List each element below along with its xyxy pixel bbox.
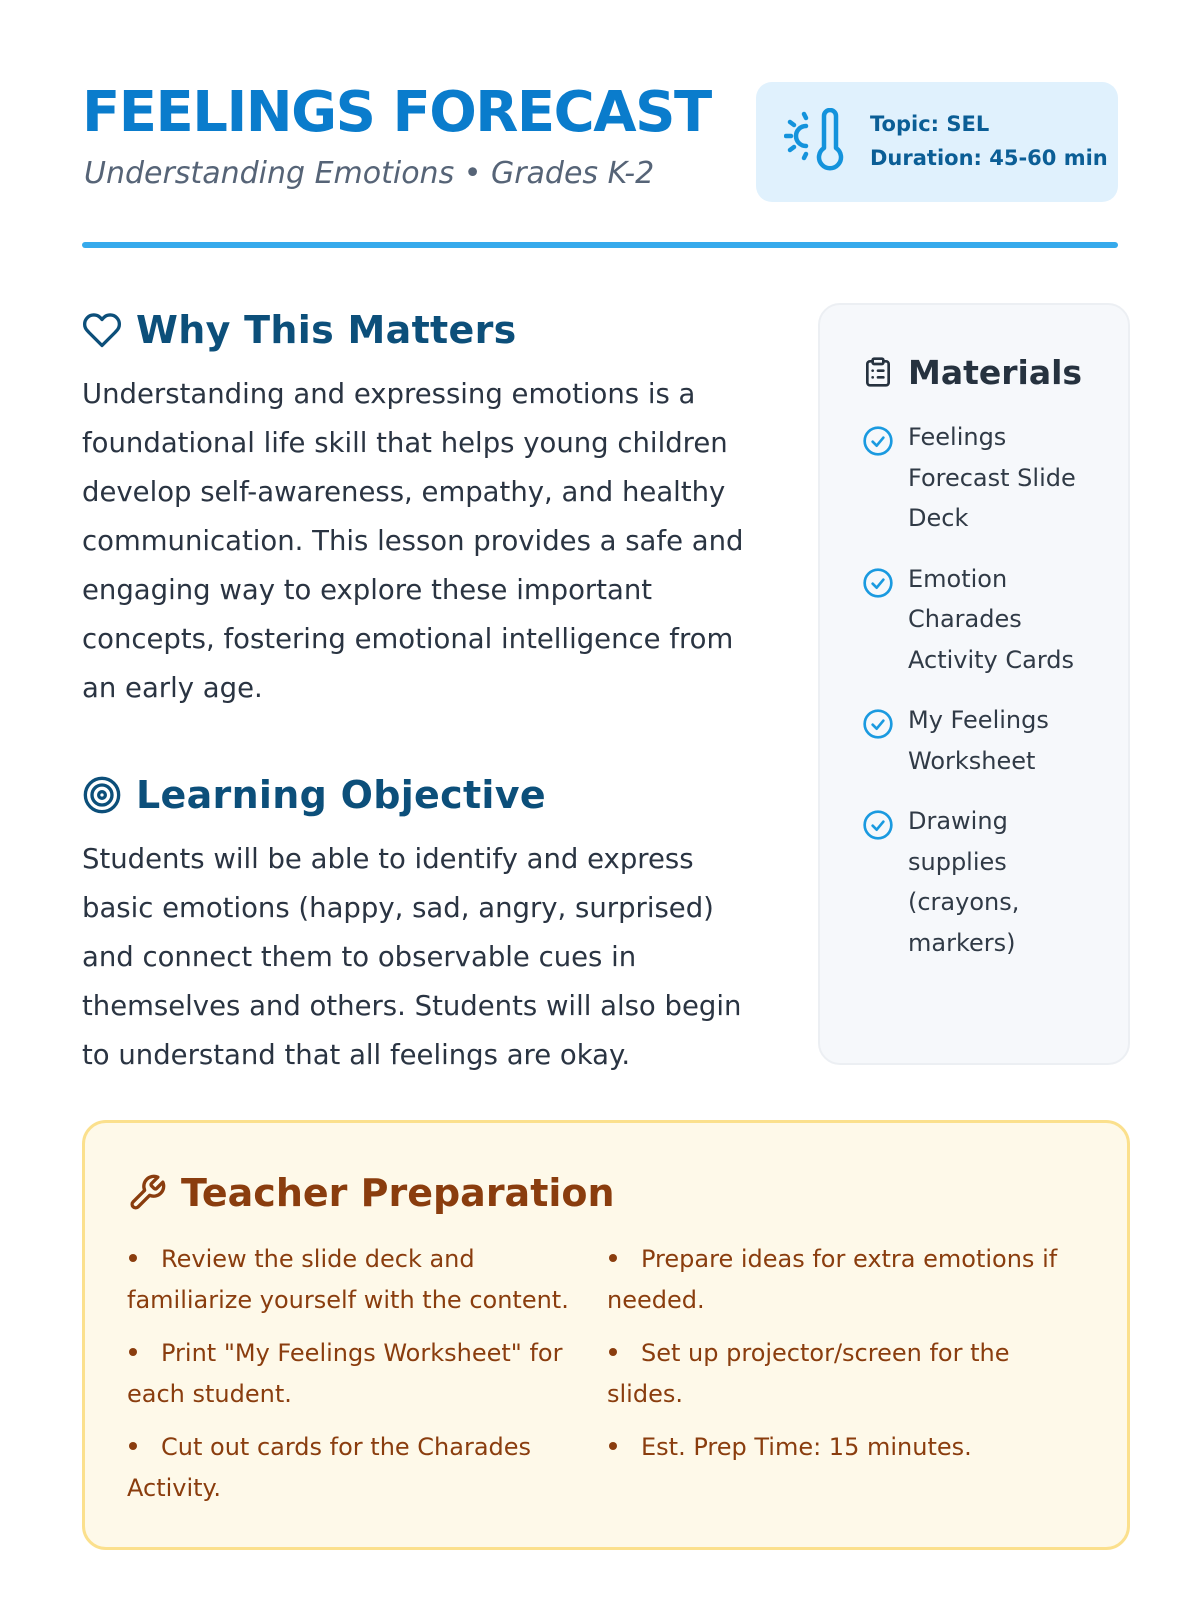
duration-label: Duration: 45-60 min (870, 146, 1108, 170)
list-item (607, 1239, 1087, 1320)
list-item (862, 801, 1106, 963)
objective-body: Students will be able to identify and express basic emotions (happy, sad, angry, surprised) and connect them to observable cues in themselves and others. Students will also begin to understand that all feelings are okay. (82, 843, 742, 1071)
list-item (607, 1427, 1087, 1468)
prep-item-text: Prepare ideas for extra emotions if needed. (607, 1245, 1058, 1314)
bullet (129, 1442, 137, 1450)
bullet (609, 1442, 617, 1450)
list-item (127, 1427, 607, 1508)
list-item (127, 1333, 607, 1414)
topic-label: Topic: SEL (870, 112, 990, 136)
check-circle-icon (862, 425, 894, 457)
check-circle-icon (862, 708, 894, 740)
clipboard-icon (862, 355, 894, 389)
why-heading: Why This Matters (136, 308, 517, 352)
prep-item-text: Est. Prep Time: 15 minutes. (641, 1433, 972, 1461)
check-circle-icon (862, 809, 894, 841)
list-item (862, 700, 1106, 781)
list-item (127, 1239, 607, 1320)
materials-heading: Materials (908, 352, 1083, 392)
heart-icon (82, 310, 122, 350)
list-item (607, 1333, 1087, 1414)
thermometer-sun-icon (784, 108, 848, 174)
list-item (862, 417, 1106, 539)
header (82, 80, 1118, 205)
teacher-preparation-panel (82, 1120, 1130, 1550)
prep-list-right (607, 1239, 1087, 1521)
materials-panel (818, 303, 1130, 1065)
prep-item-text: Review the slide deck and familiarize yourself with the content. (127, 1245, 569, 1314)
lesson-info-box (756, 82, 1118, 202)
prep-item-text: Cut out cards for the Charades Activity. (127, 1433, 532, 1502)
prep-item-text: Set up projector/screen for the slides. (607, 1339, 1010, 1408)
material-label: Feelings Forecast Slide Deck (908, 423, 1076, 532)
lesson-info-text (870, 107, 1108, 175)
prep-list-left (127, 1239, 607, 1521)
prep-item-text: Print "My Feelings Worksheet" for each student. (127, 1339, 563, 1408)
materials-list (862, 417, 1106, 963)
material-label: Drawing supplies (crayons, markers) (908, 807, 1020, 957)
learning-objective-section (82, 765, 772, 1080)
material-label: My Feelings Worksheet (908, 706, 1049, 775)
page-subtitle: Understanding Emotions • Grades K-2 (84, 156, 655, 191)
bullet (129, 1348, 137, 1356)
material-label: Emotion Charades Activity Cards (908, 564, 1075, 674)
why-body: Understanding and expressing emotions is a foundational life skill that helps young children develop self-awareness, empathy, and healthy communication. This lesson provides a safe and engaging way to explore these important concepts, fostering emotional intelligence from an early age. (82, 378, 744, 704)
why-this-matters-section (82, 300, 772, 713)
list-item (862, 559, 1106, 681)
main-content (82, 300, 772, 1080)
page-title: FEELINGS FORECAST (82, 80, 711, 145)
header-divider (82, 242, 1118, 248)
bullet (609, 1348, 617, 1356)
prep-heading: Teacher Preparation (181, 1171, 615, 1215)
objective-heading: Learning Objective (136, 773, 546, 817)
check-circle-icon (862, 567, 894, 599)
wrench-icon (127, 1173, 167, 1213)
target-icon (82, 775, 122, 815)
bullet (129, 1254, 137, 1262)
bullet (609, 1254, 617, 1262)
